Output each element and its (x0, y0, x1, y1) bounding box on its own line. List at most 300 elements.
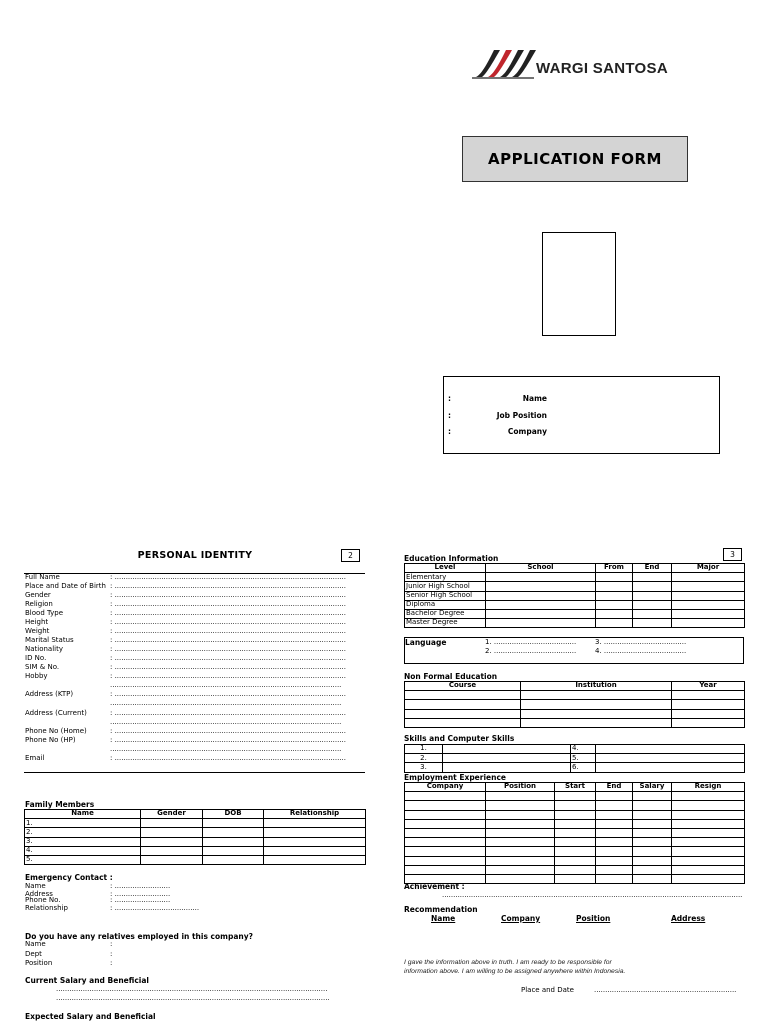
cell[interactable] (264, 855, 366, 864)
field-value[interactable]: : ........................................................................................................ (110, 573, 346, 581)
field-value[interactable]: : ........................................................................................................ (110, 591, 346, 599)
cell[interactable] (264, 837, 366, 846)
cell[interactable] (555, 874, 596, 883)
cell[interactable] (141, 819, 203, 828)
cell[interactable] (633, 619, 672, 628)
skill-number: 2. (405, 754, 443, 763)
cell[interactable] (405, 810, 486, 819)
field-value[interactable]: : ........................................................................................................ (110, 609, 346, 617)
cell[interactable] (203, 837, 264, 846)
cell[interactable] (596, 838, 633, 847)
table-row[interactable] (405, 609, 745, 618)
col-from: From (596, 564, 633, 573)
field-full-name[interactable] (24, 573, 365, 582)
cell[interactable] (555, 828, 596, 837)
field-religion[interactable] (24, 600, 365, 609)
cell[interactable] (596, 856, 633, 865)
field-label: ID No. (25, 654, 47, 662)
page-number-3: 3 (723, 548, 742, 561)
cell[interactable] (672, 700, 745, 709)
cell[interactable] (486, 856, 555, 865)
cell[interactable] (486, 591, 596, 600)
table-row[interactable] (405, 810, 745, 819)
cell[interactable] (672, 865, 745, 874)
field-label: Height (25, 618, 49, 626)
col-end: End (596, 783, 633, 792)
field-label: Phone No (Home) (25, 727, 87, 735)
level-cell: Master Degree (405, 619, 486, 628)
emergency-contact-title: Emergency Contact : (25, 873, 113, 882)
table-header-row (25, 810, 366, 819)
table-row[interactable] (405, 819, 745, 828)
cell[interactable] (672, 709, 745, 718)
emergency-phone-label: Phone No. (25, 896, 61, 904)
cell[interactable] (596, 828, 633, 837)
field-label: Weight (25, 627, 50, 635)
cell[interactable] (633, 810, 672, 819)
page-number-2: 2 (341, 549, 360, 562)
emergency-name-label: Name (25, 882, 46, 890)
emergency-address-value[interactable]: : ......................... (110, 890, 171, 898)
cell[interactable] (486, 582, 596, 591)
cell[interactable] (521, 709, 672, 718)
cell[interactable] (633, 838, 672, 847)
cell[interactable] (486, 865, 555, 874)
field-value[interactable]: : ........................................................................................................ (110, 672, 346, 680)
level-cell: Elementary (405, 573, 486, 582)
col-resign: Resign (672, 783, 745, 792)
cell[interactable] (141, 855, 203, 864)
job-position-label: Job Position (496, 411, 547, 420)
employment-title: Employment Experience (404, 773, 507, 782)
cell[interactable] (486, 619, 596, 628)
table-row[interactable] (405, 619, 745, 628)
row-number: 5. (25, 855, 141, 864)
relatives-title: Do you have any relatives employed in this company? (25, 932, 253, 941)
table-row[interactable] (405, 573, 745, 582)
table-row[interactable] (405, 801, 745, 810)
cell[interactable] (633, 582, 672, 591)
achievement-line[interactable]: ....................................................................................................................................... (442, 891, 743, 899)
skill-number: 5. (571, 754, 596, 763)
employment-table (404, 782, 745, 884)
field-value[interactable]: : ........................................................................................................ (110, 618, 346, 626)
row-number: 2. (25, 828, 141, 837)
field-height[interactable] (24, 618, 365, 627)
field-value[interactable]: : ........................................................................................................ (110, 582, 346, 590)
field-value[interactable]: : ........................................................................................................ (110, 645, 346, 653)
logo-mark-icon (472, 44, 536, 80)
cell[interactable] (264, 819, 366, 828)
cell[interactable] (633, 828, 672, 837)
cell[interactable] (672, 838, 745, 847)
cell[interactable] (486, 874, 555, 883)
table-row[interactable] (405, 856, 745, 865)
level-cell: Junior High School (405, 582, 486, 591)
field-label: Blood Type (25, 609, 64, 617)
field-address-current-cont[interactable] (24, 718, 365, 727)
cell[interactable] (405, 838, 486, 847)
cell[interactable] (633, 865, 672, 874)
cell[interactable] (672, 718, 745, 727)
cell[interactable] (486, 828, 555, 837)
cell[interactable] (596, 819, 633, 828)
field-marital[interactable] (24, 636, 365, 645)
field-gender[interactable] (24, 591, 365, 600)
col-dob: DOB (203, 810, 264, 819)
cell[interactable] (596, 792, 633, 801)
field-value[interactable]: : ........................................................................................................ (110, 736, 346, 744)
name-label: Name (522, 394, 547, 403)
cell[interactable] (405, 801, 486, 810)
table-row[interactable] (405, 754, 745, 763)
rec-col-name: Name (431, 914, 456, 923)
personal-identity-fields (24, 573, 365, 773)
table-row[interactable] (405, 691, 745, 700)
cell[interactable] (633, 874, 672, 883)
table-row[interactable] (25, 855, 366, 864)
cell[interactable] (405, 856, 486, 865)
cell[interactable] (555, 819, 596, 828)
field-id-no[interactable] (24, 654, 365, 663)
cell[interactable] (405, 865, 486, 874)
cell[interactable] (521, 700, 672, 709)
field-value[interactable]: : ........................................................................................................ (110, 690, 346, 698)
skills-table (404, 744, 745, 773)
cell[interactable] (141, 846, 203, 855)
table-header-row (405, 564, 745, 573)
cell[interactable] (486, 810, 555, 819)
cell[interactable] (596, 600, 633, 609)
cell[interactable] (672, 600, 745, 609)
current-salary-line-1[interactable]: .......................................................................................................................... (56, 985, 328, 993)
cell[interactable] (405, 718, 521, 727)
table-header-row (405, 682, 745, 691)
cell[interactable] (672, 619, 745, 628)
cell[interactable] (405, 847, 486, 856)
company-label: Company (507, 427, 547, 436)
cell[interactable] (596, 763, 745, 772)
cell[interactable] (596, 754, 745, 763)
field-value[interactable]: : ........................................................................................................ (110, 636, 346, 644)
language-label: Language (405, 638, 447, 647)
cell[interactable] (203, 828, 264, 837)
place-date-label: Place and Date (521, 986, 574, 994)
field-label: Address (Current) (25, 709, 87, 717)
cell[interactable] (443, 745, 571, 754)
emergency-address-label: Address (25, 890, 53, 898)
language-item-2[interactable]: 2. ..................................... (485, 647, 577, 655)
level-cell: Senior High School (405, 591, 486, 600)
personal-identity-title: PERSONAL IDENTITY (137, 550, 253, 561)
cell[interactable] (672, 573, 745, 582)
field-hobby[interactable] (24, 672, 365, 681)
cell[interactable] (486, 847, 555, 856)
field-email[interactable] (24, 754, 365, 763)
field-address-ktp[interactable] (24, 690, 365, 699)
cell[interactable] (264, 846, 366, 855)
language-box (404, 637, 744, 664)
company-logo (472, 44, 682, 82)
table-row[interactable] (405, 763, 745, 772)
table-row[interactable] (25, 828, 366, 837)
cell[interactable] (141, 828, 203, 837)
field-label: Email (25, 754, 45, 762)
cell[interactable] (521, 691, 672, 700)
field-value[interactable]: ........................................................................................................ (110, 745, 342, 753)
colon: : (448, 394, 451, 403)
cell[interactable] (405, 709, 521, 718)
col-salary: Salary (633, 783, 672, 792)
education-table (404, 563, 745, 628)
field-label: Gender (25, 591, 51, 599)
expected-salary-title: Expected Salary and Beneficial (25, 1012, 156, 1021)
field-value[interactable]: : ........................................................................................................ (110, 600, 346, 608)
cell[interactable] (672, 819, 745, 828)
field-value[interactable]: ........................................................................................................ (110, 718, 342, 726)
row-number: 4. (25, 846, 141, 855)
cell[interactable] (672, 792, 745, 801)
rec-col-company: Company (501, 914, 541, 923)
cell[interactable] (672, 801, 745, 810)
cell[interactable] (555, 810, 596, 819)
applicant-info-box (443, 376, 720, 454)
field-label: Address (KTP) (25, 690, 74, 698)
cell[interactable] (203, 846, 264, 855)
field-phone-home[interactable] (24, 727, 365, 736)
place-date-line[interactable]: ................................................................ (594, 986, 737, 994)
relative-name-label: Name (25, 940, 46, 948)
field-value[interactable]: ........................................................................................................ (110, 681, 342, 689)
table-row[interactable] (405, 865, 745, 874)
field-phone-cont[interactable] (24, 745, 365, 754)
table-header-row (405, 783, 745, 792)
cell[interactable] (405, 700, 521, 709)
cell[interactable] (633, 801, 672, 810)
skill-number: 6. (571, 763, 596, 772)
cell[interactable] (486, 801, 555, 810)
level-cell: Diploma (405, 600, 486, 609)
cell[interactable] (596, 745, 745, 754)
cell[interactable] (596, 874, 633, 883)
cell[interactable] (633, 792, 672, 801)
cell[interactable] (264, 828, 366, 837)
non-formal-table (404, 681, 745, 728)
field-label: Religion (25, 600, 53, 608)
form-title: APPLICATION FORM (462, 136, 688, 182)
cell[interactable] (672, 810, 745, 819)
cell[interactable] (486, 792, 555, 801)
recommendation-title: Recommendation (404, 905, 478, 914)
field-label: Marital Status (25, 636, 74, 644)
skill-number: 3. (405, 763, 443, 772)
cell[interactable] (633, 819, 672, 828)
education-title: Education Information (404, 554, 499, 563)
current-salary-title: Current Salary and Beneficial (25, 976, 149, 985)
cell[interactable] (486, 573, 596, 582)
emergency-phone-value[interactable]: : ......................... (110, 896, 171, 904)
cell[interactable] (486, 609, 596, 618)
table-row[interactable] (25, 846, 366, 855)
table-row[interactable] (405, 745, 745, 754)
cell[interactable] (672, 856, 745, 865)
relative-dept-label: Dept (25, 950, 42, 958)
cell[interactable] (141, 837, 203, 846)
table-row[interactable] (405, 709, 745, 718)
achievement-title: Achievement : (404, 882, 465, 891)
photo-placeholder[interactable] (542, 232, 616, 336)
table-row[interactable] (405, 582, 745, 591)
col-major: Major (672, 564, 745, 573)
field-label: Nationality (25, 645, 64, 653)
cell[interactable] (672, 582, 745, 591)
field-phone-hp[interactable] (24, 736, 365, 745)
field-label: Hobby (25, 672, 48, 680)
cell[interactable] (596, 810, 633, 819)
skill-number: 1. (405, 745, 443, 754)
colon: : (448, 411, 451, 420)
rec-col-address: Address (671, 914, 706, 923)
non-formal-title: Non Formal Education (404, 672, 498, 681)
table-row[interactable] (405, 828, 745, 837)
field-value[interactable]: : ........................................................................................................ (110, 754, 346, 762)
cell[interactable] (486, 819, 555, 828)
field-label: Phone No (HP) (25, 736, 76, 744)
cell[interactable] (555, 792, 596, 801)
cell[interactable] (203, 819, 264, 828)
field-value[interactable]: ........................................................................................................ (110, 699, 342, 707)
cell[interactable] (555, 838, 596, 847)
cell[interactable] (672, 847, 745, 856)
cell[interactable] (405, 819, 486, 828)
cell[interactable] (486, 838, 555, 847)
table-row[interactable] (405, 838, 745, 847)
cell[interactable] (596, 801, 633, 810)
cell[interactable] (596, 609, 633, 618)
cell[interactable] (405, 691, 521, 700)
cell[interactable] (633, 847, 672, 856)
cell[interactable] (203, 855, 264, 864)
col-name: Name (25, 810, 141, 819)
emergency-name-value[interactable]: : ......................... (110, 882, 171, 890)
colon: : (448, 427, 451, 436)
skills-title: Skills and Computer Skills (404, 734, 515, 743)
level-cell: Bachelor Degree (405, 609, 486, 618)
cell[interactable] (633, 609, 672, 618)
col-school: School (486, 564, 596, 573)
cell[interactable] (555, 847, 596, 856)
language-item-4[interactable]: 4. ..................................... (595, 647, 687, 655)
cell[interactable] (555, 865, 596, 874)
cell[interactable] (633, 856, 672, 865)
cell[interactable] (596, 847, 633, 856)
cell[interactable] (672, 609, 745, 618)
table-row[interactable] (25, 837, 366, 846)
cell[interactable] (672, 591, 745, 600)
cell[interactable] (596, 591, 633, 600)
emergency-relationship-label: Relationship (25, 904, 68, 912)
emergency-relationship-value[interactable]: : ...................................... (110, 904, 200, 912)
cell[interactable] (405, 828, 486, 837)
cell[interactable] (405, 792, 486, 801)
language-item-1[interactable]: 1. ..................................... (485, 638, 577, 646)
current-salary-line-2[interactable]: ........................................................................................................................... (56, 994, 330, 1002)
row-number: 1. (25, 819, 141, 828)
col-year: Year (672, 682, 745, 691)
relative-name-value[interactable]: : (110, 940, 113, 948)
row-number: 3. (25, 837, 141, 846)
col-course: Course (405, 682, 521, 691)
cell[interactable] (555, 801, 596, 810)
table-row[interactable] (405, 847, 745, 856)
col-company: Company (405, 783, 486, 792)
relative-dept-value[interactable]: : (110, 950, 113, 958)
skill-number: 4. (571, 745, 596, 754)
table-row[interactable] (25, 819, 366, 828)
field-nationality[interactable] (24, 645, 365, 654)
cell[interactable] (555, 856, 596, 865)
field-weight[interactable] (24, 627, 365, 636)
field-label: SIM & No. (25, 663, 60, 671)
declaration-line-2: information above. I am willing to be assigned anywhere within Indonesia. (404, 968, 626, 975)
field-value[interactable]: : ........................................................................................................ (110, 654, 346, 662)
cell[interactable] (596, 582, 633, 591)
table-row[interactable] (405, 792, 745, 801)
field-blood-type[interactable] (24, 609, 365, 618)
family-members-table (24, 809, 366, 865)
cell[interactable] (672, 691, 745, 700)
field-label: Full Name (25, 573, 60, 581)
rec-col-position: Position (576, 914, 611, 923)
cell[interactable] (633, 573, 672, 582)
relative-position-label: Position (25, 959, 53, 967)
table-row[interactable] (405, 600, 745, 609)
cell[interactable] (633, 600, 672, 609)
company-name: WARGI SANTOSA (536, 60, 668, 77)
field-hobby-cont[interactable] (24, 681, 365, 690)
col-level: Level (405, 564, 486, 573)
col-relationship: Relationship (264, 810, 366, 819)
cell[interactable] (486, 600, 596, 609)
cell[interactable] (633, 591, 672, 600)
relative-position-value[interactable]: : (110, 959, 113, 967)
cell[interactable] (443, 754, 571, 763)
cell[interactable] (443, 763, 571, 772)
cell[interactable] (672, 874, 745, 883)
table-row[interactable] (405, 718, 745, 727)
table-row[interactable] (405, 591, 745, 600)
field-value[interactable]: : ........................................................................................................ (110, 709, 346, 717)
cell[interactable] (672, 828, 745, 837)
cell[interactable] (596, 865, 633, 874)
col-end: End (633, 564, 672, 573)
col-start: Start (555, 783, 596, 792)
field-sim[interactable] (24, 663, 365, 672)
field-value[interactable]: : ........................................................................................................ (110, 663, 346, 671)
field-value[interactable]: : ........................................................................................................ (110, 627, 346, 635)
cell[interactable] (596, 573, 633, 582)
cell[interactable] (596, 619, 633, 628)
table-row[interactable] (405, 700, 745, 709)
field-address-ktp-cont[interactable] (24, 699, 365, 708)
field-address-current[interactable] (24, 709, 365, 718)
language-item-3[interactable]: 3. ..................................... (595, 638, 687, 646)
field-value[interactable]: : ........................................................................................................ (110, 727, 346, 735)
cell[interactable] (521, 718, 672, 727)
field-birth[interactable] (24, 582, 365, 591)
family-members-title: Family Members (25, 800, 95, 809)
col-institution: Institution (521, 682, 672, 691)
